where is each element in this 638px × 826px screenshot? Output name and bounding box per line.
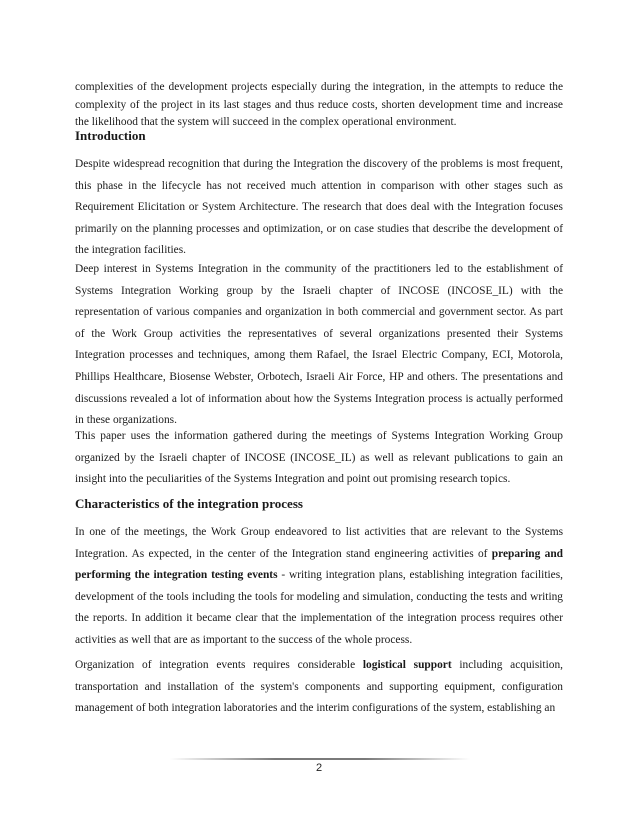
- introduction-paragraph-3: This paper uses the information gathered during the meetings of Systems Integration Working Group organized by the Israeli chapter of INCOSE (INCOSE_IL) as well as relevant publications to gain an insight into the peculiarities of the Systems Integration and point out promising research topics.: [75, 430, 563, 486]
- p5-text-after: including acquisition, transportation and installation of the system's components and supporting equipment, configuration management of both integration laboratories and the interim configurations of the system, establishing an: [75, 659, 563, 715]
- introduction-paragraph-2: Deep interest in Systems Integration in the community of the practitioners led to the establishment of Systems Integration Working group by the Israeli chapter of INCOSE (INCOSE_IL) with the representation of various companies and organization in both commercial and government sector. As part of the Work Group activities the representatives of several organizations presented their Systems Integration processes and techniques, among them Rafael, the Israel Electric Company, ECI, Motorola, Phillips Healthcare, Biosense Webster, Orbotech, Israeli Air Force, HP and others. The presentations and discussions revealed a lot of information about how the Systems Integration process is actually performed in these organizations.: [75, 263, 563, 427]
- characteristics-paragraph-1: [75, 522, 563, 652]
- intro-fragment-paragraph: complexities of the development projects especially during the integration, in the attempts to reduce the complexity of the project in its last stages and thus reduce costs, shorten development time and increase the likelihood that the system will succeed in the complex operational environment.: [75, 81, 563, 128]
- p5-text-before: Organization of integration events requires considerable: [75, 659, 363, 671]
- footer-divider: [170, 758, 470, 760]
- p5-bold-phrase: logistical support: [362, 659, 452, 671]
- p4-text-before: In one of the meetings, the Work Group endeavored to list activities that are relevant to the Systems Integration. As expected, in the center of the Integration stand engineering activities of: [75, 526, 563, 560]
- page-number: 2: [315, 762, 323, 774]
- characteristics-paragraph-2: [75, 655, 563, 720]
- p4-bold-phrase: preparing and performing the integration testing events: [75, 547, 563, 582]
- characteristics-heading: Characteristics of the integration process: [75, 496, 303, 511]
- introduction-paragraph-1: Despite widespread recognition that during the Integration the discovery of the problems is most frequent, this phase in the lifecycle has not received much attention in comparison with other stages such as Requirement Elicitation or System Architecture. The research that does deal with the Integration focuses primarily on the planning processes and optimization, or on case studies that describe the development of the integration facilities.: [75, 158, 563, 257]
- introduction-heading: Introduction: [75, 128, 146, 143]
- p4-text-after: - writing integration plans, establishing integration facilities, development of the tools including the tools for modeling and simulation, conducting the tests and writing the reports. In addition it became clear that the implementation of the integration process requires other activities as well that are as important to the success of the whole process.: [75, 569, 564, 646]
